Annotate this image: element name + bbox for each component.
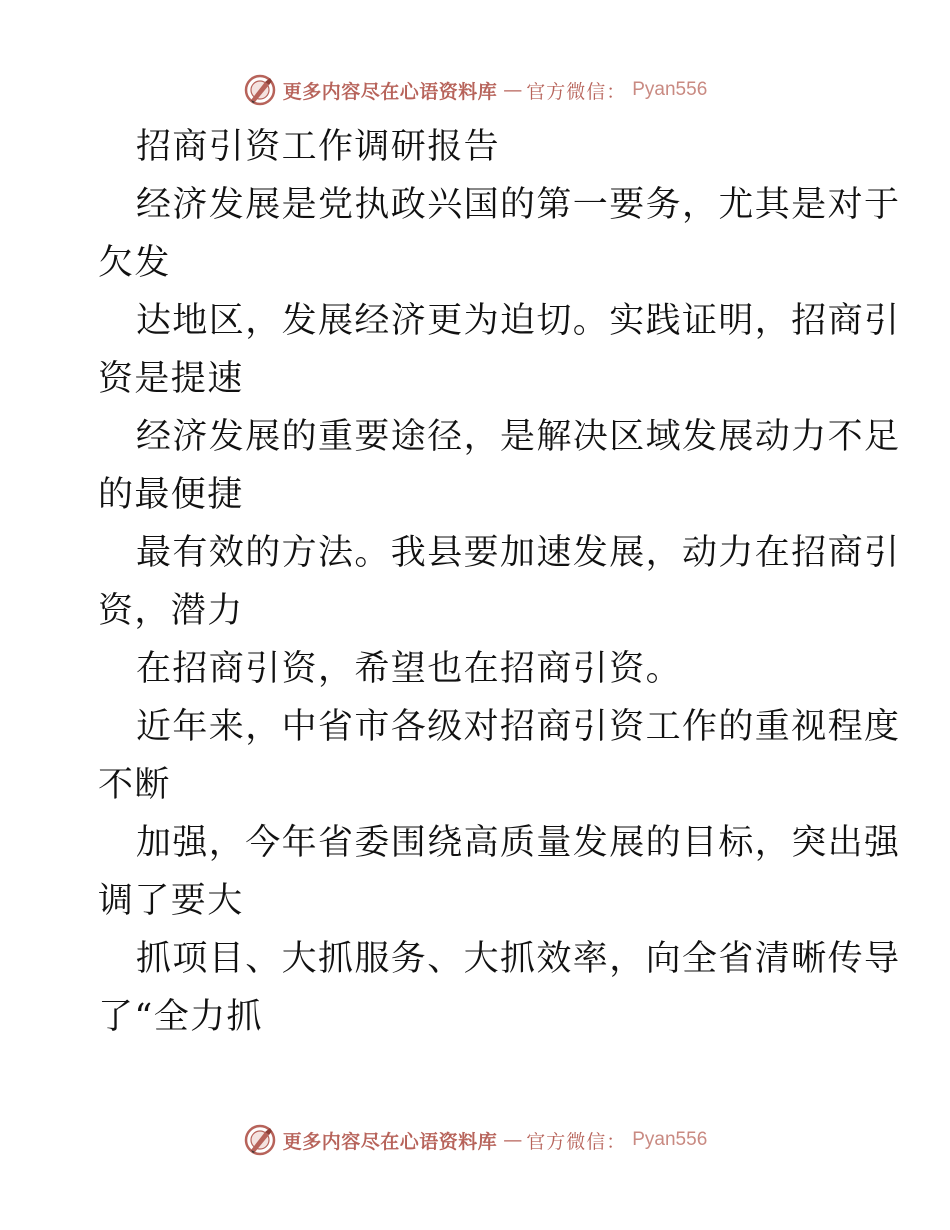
text-line: 抓项目、大抓服务、大抓效率，向全省清晰传导 xyxy=(136,939,901,979)
text-line: 资是提速 xyxy=(98,359,244,399)
watermark-wechat-label: 官方微信： xyxy=(526,80,627,103)
watermark-brand-text: 更多内容尽在心语资料库 xyxy=(282,80,498,103)
text-line: 欠发 xyxy=(98,243,171,283)
watermark-wechat-id: Pyan556 xyxy=(632,79,708,100)
text-line: 加强，今年省委围绕高质量发展的目标，突出强 xyxy=(136,823,901,863)
watermark-wechat-id: Pyan556 xyxy=(632,1129,708,1150)
watermark-brand-text: 更多内容尽在心语资料库 xyxy=(282,1130,498,1153)
watermark-separator: — xyxy=(503,1129,521,1151)
text-line: 达地区，发展经济更为迫切。实践证明，招商引 xyxy=(136,301,901,341)
text-line: 最有效的方法。我县要加速发展，动力在招商引 xyxy=(136,533,901,573)
text-line: 经济发展是党执政兴国的第一要务，尤其是对于 xyxy=(136,185,901,225)
footer-watermark xyxy=(0,1120,950,1160)
header-watermark xyxy=(0,70,950,110)
text-line: 的最便捷 xyxy=(98,475,244,515)
document-body xyxy=(98,118,901,1046)
pen-logo-icon xyxy=(243,73,277,107)
text-line: 经济发展的重要途径，是解决区域发展动力不足 xyxy=(136,417,901,457)
watermark-wechat-label: 官方微信： xyxy=(526,1130,627,1153)
text-line: 了“全力抓 xyxy=(98,997,263,1037)
pen-logo-icon xyxy=(243,1123,277,1157)
text-line: 不断 xyxy=(98,765,171,805)
text-line: 在招商引资，希望也在招商引资。 xyxy=(136,649,683,689)
text-line: 近年来，中省市各级对招商引资工作的重视程度 xyxy=(136,707,901,747)
text-line: 资，潜力 xyxy=(98,591,244,631)
document-title: 招商引资工作调研报告 xyxy=(136,127,501,167)
text-line: 调了要大 xyxy=(98,881,244,921)
watermark-separator: — xyxy=(503,79,521,101)
